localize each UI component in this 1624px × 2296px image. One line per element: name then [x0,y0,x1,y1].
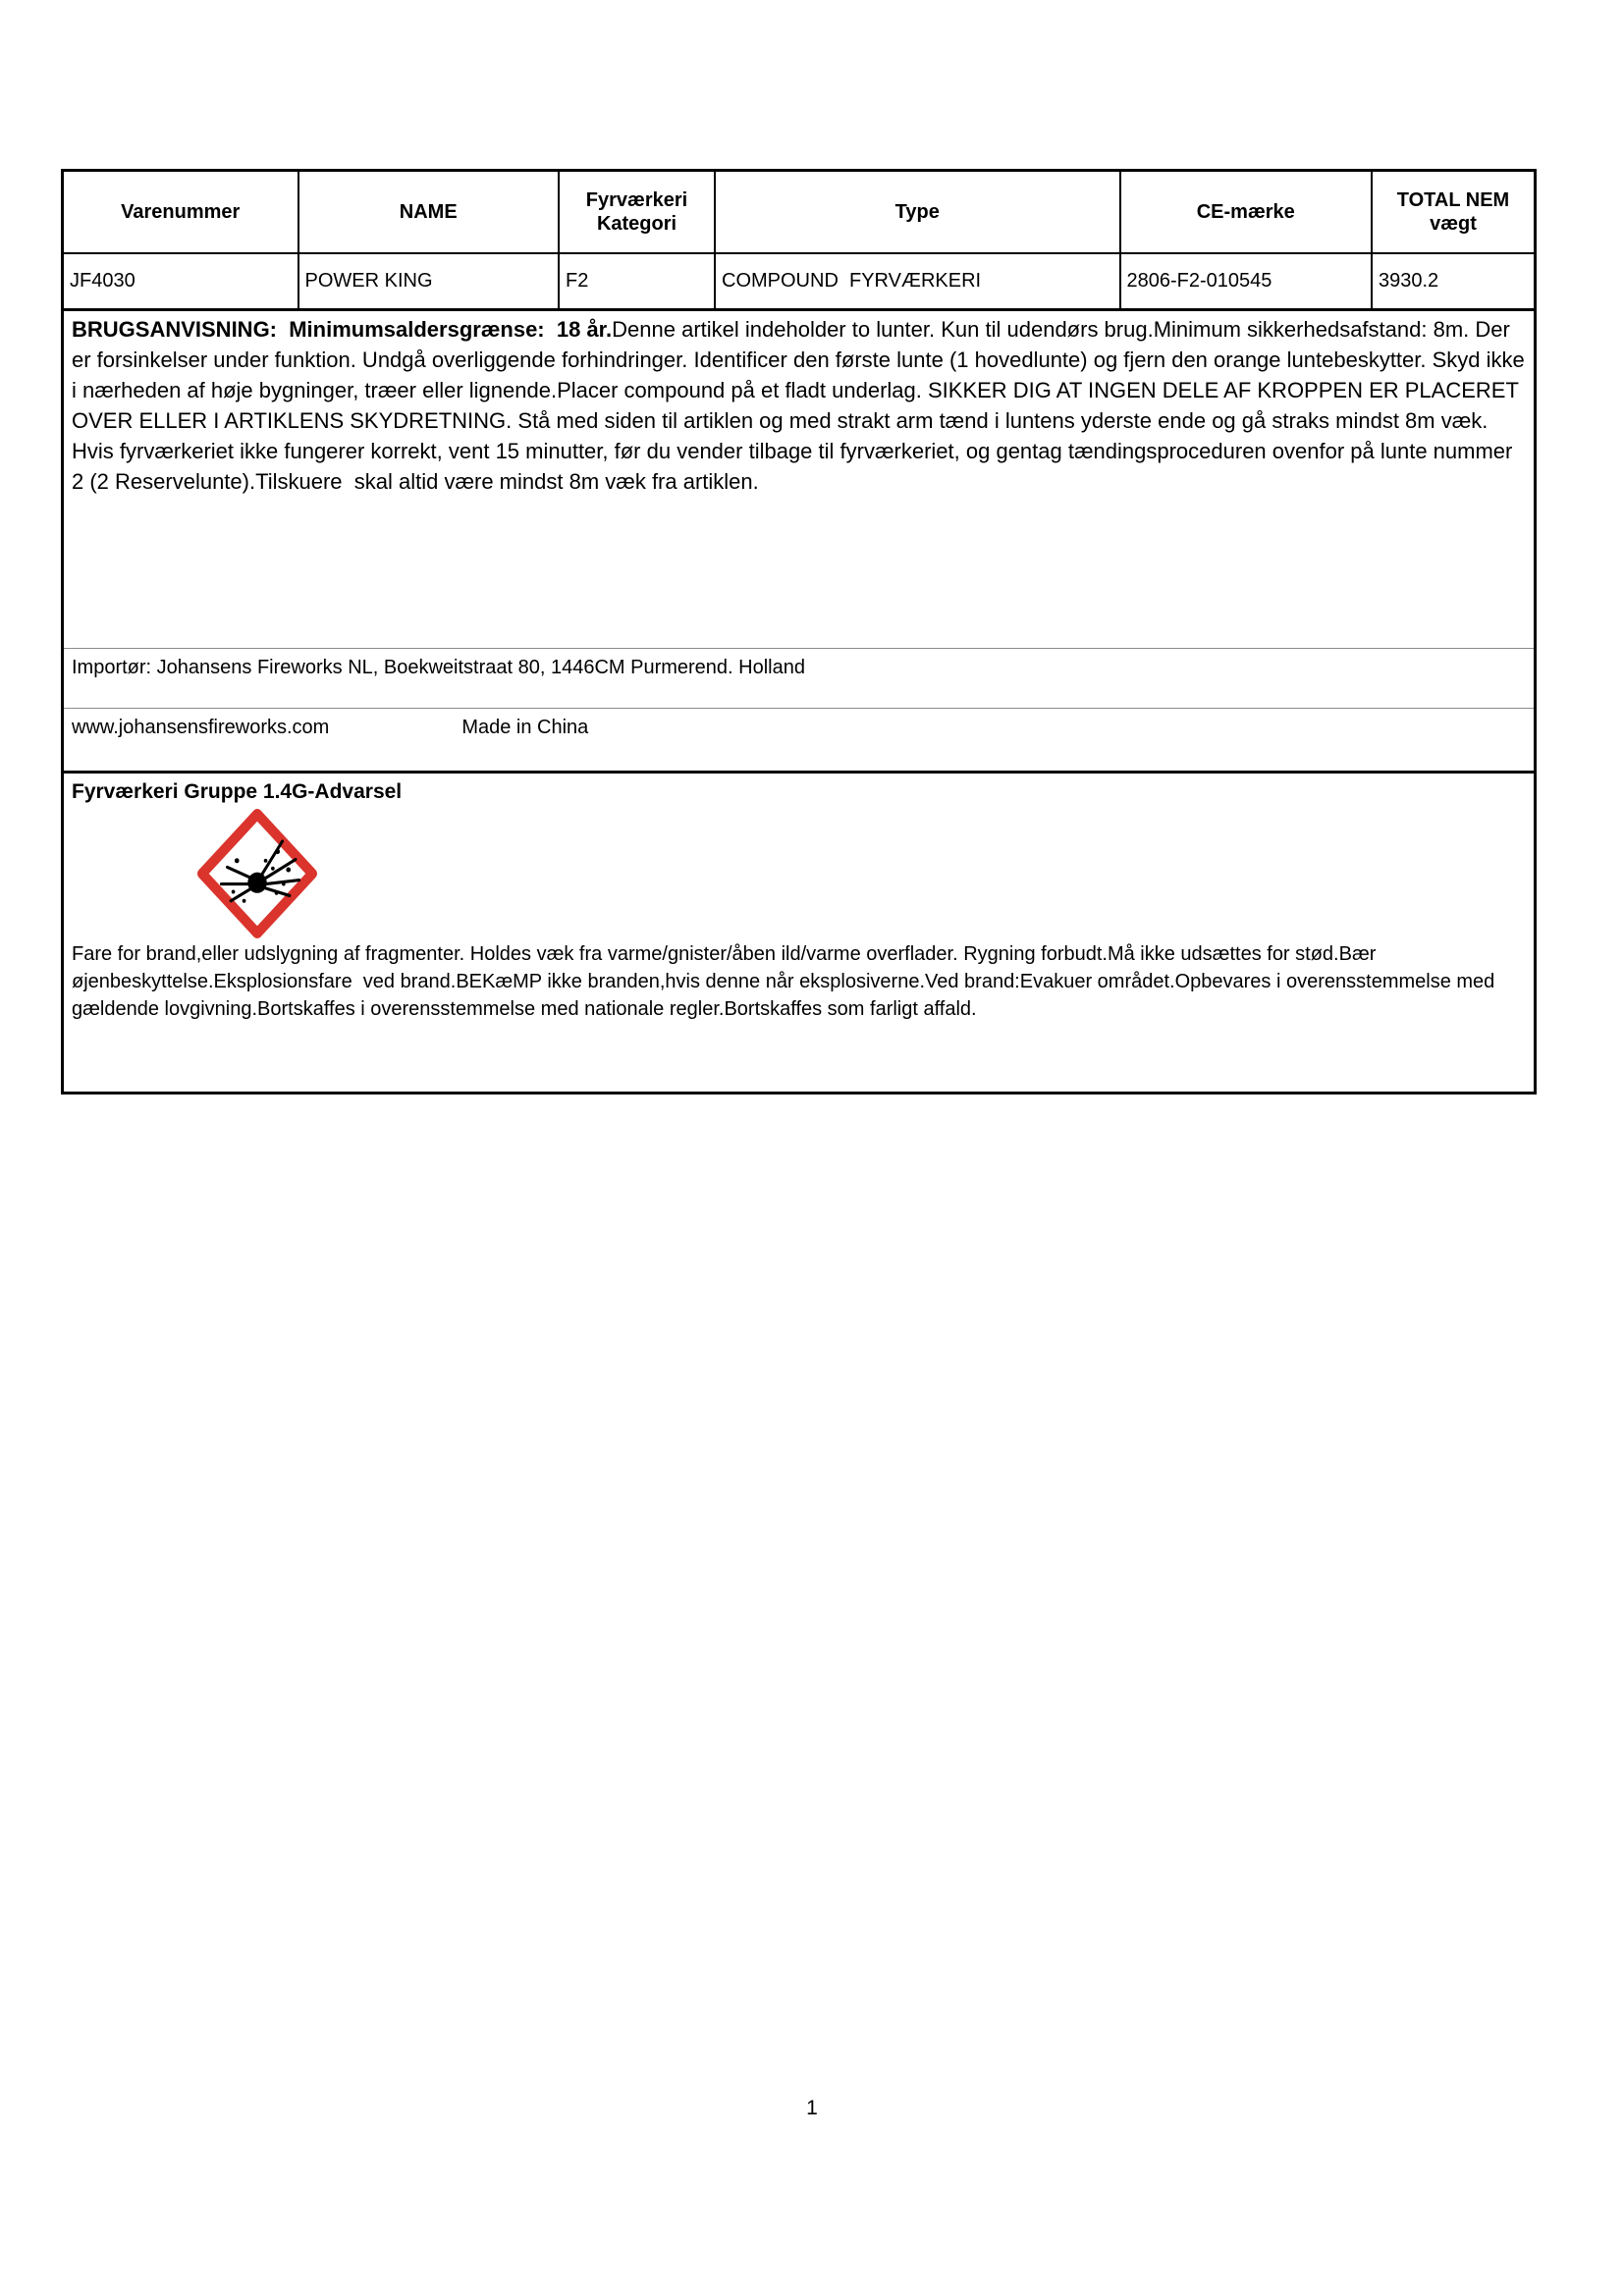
hazard-section [64,771,1534,1092]
spec-table-data-row [63,253,1536,310]
made-in-text: Made in China [461,717,589,738]
ghs01-exploding-bomb-icon [197,809,317,938]
website-text: www.johansensfireworks.com [72,717,330,738]
value-ce-maerke: 2806-F2-010545 [1120,253,1373,310]
header-name: NAME [298,171,560,253]
instructions-lead: BRUGSANVISNING: Minimumsaldersgrænse: 18 år. [72,317,613,342]
header-varenummer: Varenummer [63,171,298,253]
value-total-nem-vaegt: 3930.2 [1372,253,1536,310]
header-total-nem-vaegt: TOTAL NEM vægt [1372,171,1536,253]
spec-table-header-row [63,171,1536,253]
label-document [61,169,1537,1095]
value-varenummer: JF4030 [63,253,298,310]
importer-row [64,648,1534,708]
usage-instructions-section [64,311,1534,648]
usage-instructions-text [72,314,1531,497]
instructions-body: Denne artikel indeholder to lunter. Kun til udendørs brug.Minimum sikkerhedsafstand: 8m. Der er forsinkelser under funktion. Undgå overliggende forhindringer. Identificer den første lunte (1 hovedlunte) og fjern den orange luntebeskytter. Skyd ikke i nærheden af høje bygninger, træer eller lignende.Placer compound på et fladt underlag. SIKKER DIG AT INGEN DELE AF KROPPEN ER PLACERET OVER ELLER I ARTIKLENS SKYDRETNING. Stå med siden til artiklen og med strakt arm tænd i luntens yderste ende og gå straks mindst 8m væk. Hvis fyrværkeriet ikke fungerer korrekt, vent 15 minutter, før du vender tilbage til fyrværkeriet, og gentag tændingsproceduren ovenfor på lunte nummer 2 (2 Reservelunte).Tilskuere skal altid være mindst 8m væk fra artiklen. [72,317,1531,494]
info-box [61,311,1537,1095]
hazard-heading: Fyrværkeri Gruppe 1.4G-Advarsel [72,780,403,803]
value-type: COMPOUND FYRVÆRKERI [715,253,1120,310]
value-name: POWER KING [298,253,560,310]
hazard-warning-text: Fare for brand,eller udslygning af fragmenter. Holdes væk fra varme/gnister/åben ild/varme overflader. Rygning forbudt.Må ikke udsættes for stød.Bær øjenbeskyttelse.Eksplosionsfare ved brand.BEKæMP ikke branden,hvis denne når eksplosiverne.Ved brand:Evakuer området.Opbevares i overensstemmelse med gældende lovgivning.Bortskaffes i overensstemmelse med nationale regler.Bortskaffes som farligt affald. [72,943,1500,1020]
header-ce-maerke: CE-mærke [1120,171,1373,253]
header-fyrvaerkeri-kategori: Fyrværkeri Kategori [559,171,715,253]
header-type: Type [715,171,1120,253]
origin-row [64,708,1534,771]
page-number: 1 [806,2097,818,2119]
product-spec-table [61,169,1537,311]
value-fyrvaerkeri-kategori: F2 [559,253,715,310]
importer-text: Importør: Johansens Fireworks NL, Boekweitstraat 80, 1446CM Purmerend. Holland [72,657,805,678]
